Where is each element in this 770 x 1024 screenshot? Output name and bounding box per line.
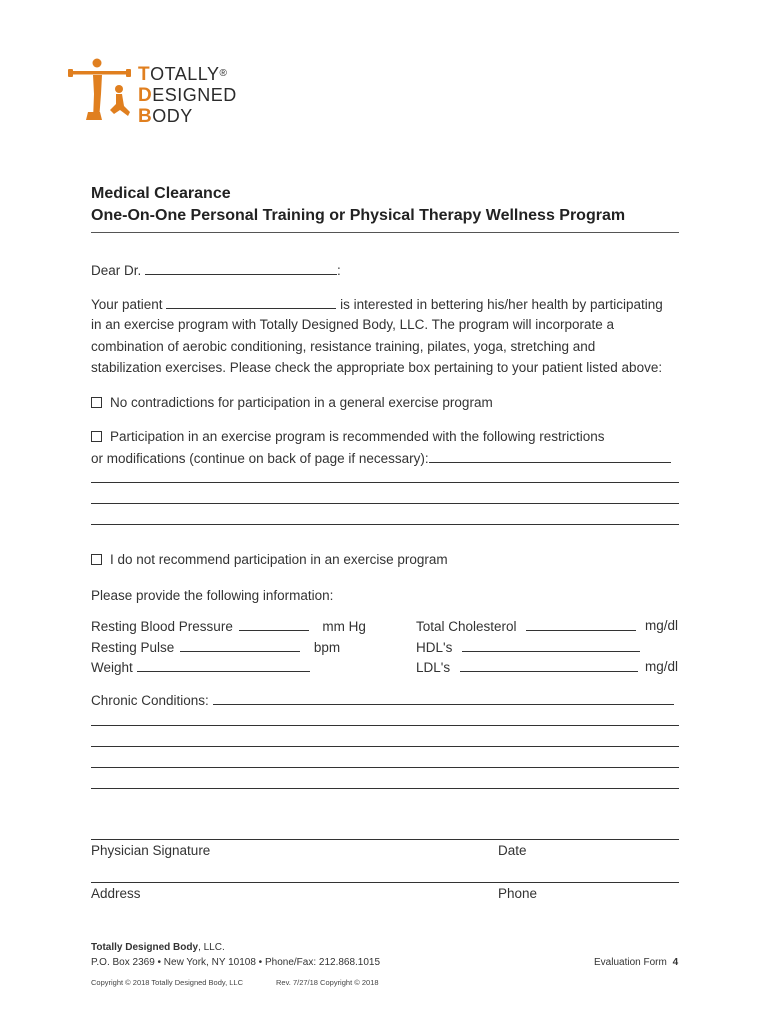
page-subtitle: One-On-One Personal Training or Physical Therapy Wellness Program bbox=[91, 207, 626, 224]
page-title: Medical Clearance bbox=[91, 185, 231, 202]
chronic-conditions-field[interactable] bbox=[213, 692, 674, 705]
restrictions-line[interactable] bbox=[91, 503, 679, 504]
address-line[interactable] bbox=[91, 882, 679, 883]
chronic-conditions-line[interactable] bbox=[91, 746, 679, 747]
physician-signature-label: Physician Signature bbox=[91, 843, 211, 858]
footer-address: P.O. Box 2369 • New York, NY 10108 • Phone/Fax: 212.868.1015 bbox=[91, 957, 381, 968]
title-divider bbox=[91, 232, 679, 233]
blood-pressure-row: Resting Blood Pressure mm Hg bbox=[91, 619, 366, 634]
hdl-row: HDL's bbox=[416, 639, 640, 655]
footer-company: Totally Designed Body, LLC. bbox=[91, 942, 225, 953]
footer-copyright: Copyright © 2018 Totally Designed Body, LLC bbox=[91, 978, 244, 987]
blood-pressure-field[interactable] bbox=[239, 618, 309, 631]
doctor-name-field[interactable] bbox=[145, 262, 337, 275]
date-label: Date bbox=[498, 843, 527, 858]
cholesterol-field[interactable] bbox=[526, 618, 636, 631]
option-not-recommended: I do not recommend participation in an exercise program bbox=[91, 552, 448, 567]
chronic-conditions-row: Chronic Conditions: bbox=[91, 692, 674, 708]
restrictions-line[interactable] bbox=[91, 524, 679, 525]
restrictions-field[interactable] bbox=[429, 450, 671, 463]
chronic-conditions-line[interactable] bbox=[91, 725, 679, 726]
patient-name-field[interactable] bbox=[166, 296, 336, 309]
ldl-field[interactable] bbox=[460, 659, 638, 672]
restrictions-line[interactable] bbox=[91, 482, 679, 483]
pulse-row: Resting Pulse bpm bbox=[91, 640, 341, 655]
pulse-field[interactable] bbox=[180, 639, 300, 652]
paragraph-line-1: Your patient is interested in bettering his/her health by participating bbox=[91, 297, 663, 312]
no-contradictions-checkbox[interactable] bbox=[91, 397, 102, 408]
ldl-unit: mg/dl bbox=[645, 659, 679, 674]
cholesterol-row: Total Cholesterol bbox=[416, 618, 636, 634]
option-restrictions-line-2: or modifications (continue on back of page if necessary): bbox=[91, 450, 671, 466]
chronic-conditions-line[interactable] bbox=[91, 788, 679, 789]
logo-wordmark: TOTALLY® DESIGNED BODY bbox=[138, 64, 237, 127]
footer-revision: Rev. 7/27/18 Copyright © 2018 bbox=[276, 978, 379, 987]
logo-figure-icon bbox=[66, 56, 138, 124]
signature-line[interactable] bbox=[91, 839, 679, 840]
cholesterol-unit: mg/dl bbox=[645, 618, 679, 633]
ldl-row: LDL's bbox=[416, 659, 638, 675]
paragraph-line-3: combination of aerobic conditioning, resistance training, pilates, yoga, stretching and bbox=[91, 339, 596, 354]
info-prompt: Please provide the following information: bbox=[91, 588, 334, 603]
restrictions-checkbox[interactable] bbox=[91, 431, 102, 442]
hdl-field[interactable] bbox=[462, 639, 640, 652]
footer-form-label: Evaluation Form 4 bbox=[594, 957, 679, 968]
address-label: Address bbox=[91, 886, 141, 901]
paragraph-line-2: in an exercise program with Totally Designed Body, LLC. The program will incorporate a bbox=[91, 317, 615, 332]
weight-field[interactable] bbox=[137, 659, 310, 672]
option-no-contradictions: No contradictions for participation in a general exercise program bbox=[91, 395, 493, 410]
chronic-conditions-line[interactable] bbox=[91, 767, 679, 768]
option-restrictions: Participation in an exercise program is recommended with the following restrictions bbox=[91, 429, 604, 444]
salutation-line: Dear Dr. : bbox=[91, 263, 341, 278]
weight-row: Weight bbox=[91, 659, 310, 675]
phone-label: Phone bbox=[498, 886, 538, 901]
not-recommended-checkbox[interactable] bbox=[91, 554, 102, 565]
paragraph-line-4: stabilization exercises. Please check the appropriate box pertaining to your patient listed above: bbox=[91, 360, 663, 375]
